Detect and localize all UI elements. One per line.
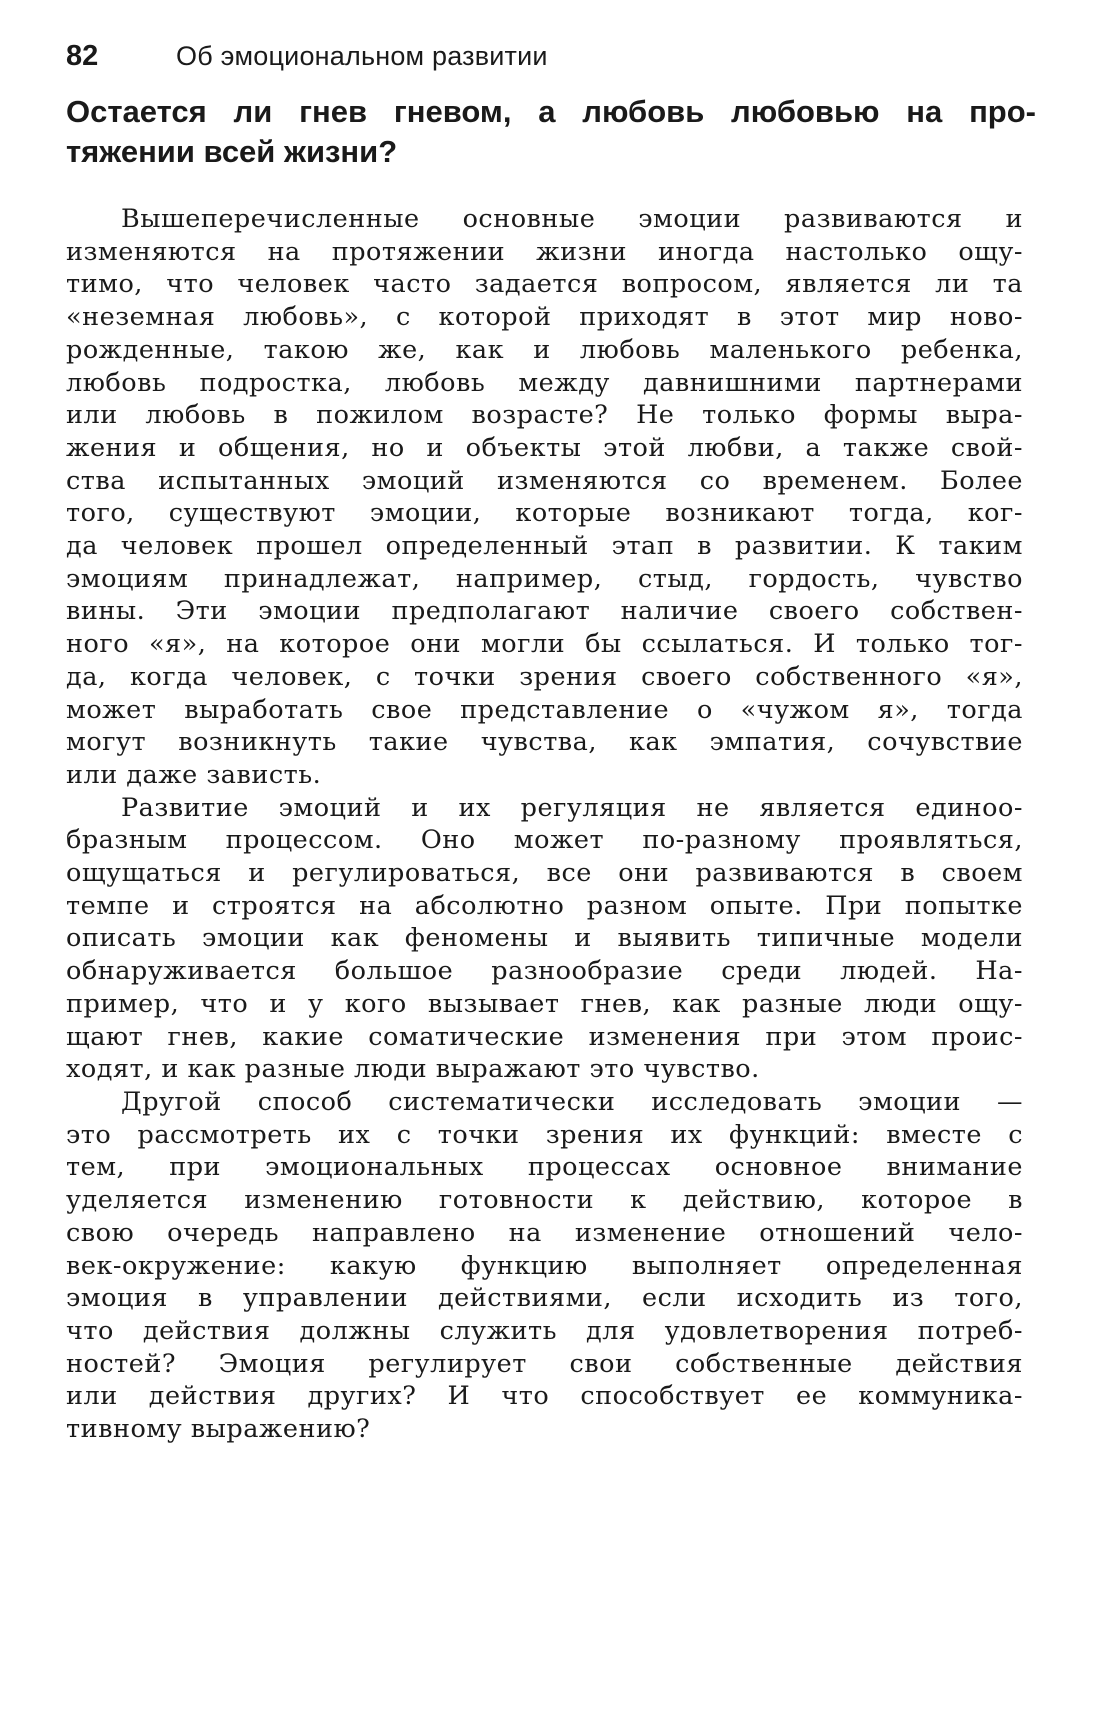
text-line: темпе и строятся на абсолютно разном опыте. При попытке bbox=[66, 890, 1023, 921]
heading-line: тяжении всей жизни? bbox=[66, 134, 398, 169]
text-line: или любовь в пожилом возрасте? Не только формы выра- bbox=[66, 400, 1023, 431]
text-line: век-окружение: какую функцию выполняет определенная bbox=[66, 1250, 1023, 1281]
text-line: свою очередь направлено на изменение отношений чело- bbox=[66, 1217, 1023, 1248]
text-line: может выработать свое представление о «чужом я», тогда bbox=[66, 694, 1023, 725]
text-line: да человек прошел определенный этап в развитии. К таким bbox=[66, 531, 1023, 562]
paragraph bbox=[66, 1086, 1023, 1446]
section-heading bbox=[66, 92, 1036, 172]
body-text bbox=[66, 203, 1023, 1446]
text-line: уделяется изменению готовности к действию, которое в bbox=[66, 1185, 1023, 1216]
text-line: или даже зависть. bbox=[66, 759, 322, 790]
text-line: описать эмоции как феномены и выявить типичные модели bbox=[66, 923, 1023, 954]
text-line: ощущаться и регулироваться, все они развиваются в своем bbox=[66, 858, 1023, 889]
text-line: да, когда человек, с точки зрения своего собственного «я», bbox=[66, 661, 1023, 692]
text-line: ства испытанных эмоций изменяются со временем. Более bbox=[66, 465, 1023, 496]
text-line: эмоциям принадлежат, например, стыд, гордость, чувство bbox=[66, 563, 1023, 594]
text-line: рожденные, такою же, как и любовь маленького ребенка, bbox=[66, 334, 1023, 365]
text-line: бразным процессом. Оно может по-разному проявляться, bbox=[66, 825, 1023, 856]
paragraph bbox=[66, 203, 1023, 792]
text-line: щают гнев, какие соматические изменения при этом проис- bbox=[66, 1021, 1023, 1052]
text-line: жения и общения, но и объекты этой любви, а также свой- bbox=[66, 432, 1023, 463]
text-line: пример, что и у кого вызывает гнев, как разные люди ощу- bbox=[66, 988, 1023, 1019]
text-line: эмоция в управлении действиями, если исходить из того, bbox=[66, 1283, 1023, 1314]
text-line: Развитие эмоций и их регуляция не является единоо- bbox=[121, 792, 1023, 823]
text-line: что действия должны служить для удовлетворения потреб- bbox=[66, 1315, 1023, 1346]
text-line: вины. Эти эмоции предполагают наличие своего собствен- bbox=[66, 596, 1023, 627]
text-line: или действия других? И что способствует ее коммуника- bbox=[66, 1381, 1023, 1412]
text-line: тем, при эмоциональных процессах основное внимание bbox=[66, 1152, 1023, 1183]
text-line: обнаруживается большое разнообразие среди людей. На- bbox=[66, 956, 1023, 987]
running-title: Об эмоциональном развитии bbox=[176, 41, 548, 71]
text-line: Другой способ систематически исследовать эмоции — bbox=[121, 1086, 1023, 1117]
text-line: любовь подростка, любовь между давнишними партнерами bbox=[66, 367, 1023, 398]
heading-line: Остается ли гнев гневом, а любовь любовью на про- bbox=[66, 94, 1036, 129]
text-line: ностей? Эмоция регулирует свои собственные действия bbox=[66, 1348, 1023, 1379]
text-line: Вышеперечисленные основные эмоции развиваются и bbox=[121, 204, 1023, 234]
text-line: изменяются на протяжении жизни иногда настолько ощу- bbox=[66, 236, 1023, 267]
text-line: тимо, что человек часто задается вопросом, является ли та bbox=[66, 269, 1023, 300]
text-line: ходят, и как разные люди выражают это чувство. bbox=[66, 1054, 760, 1085]
text-line: того, существуют эмоции, которые возникают тогда, ког- bbox=[66, 498, 1023, 529]
paragraph bbox=[66, 792, 1023, 1086]
running-head bbox=[66, 40, 548, 73]
text-line: «неземная любовь», с которой приходят в этот мир ново- bbox=[66, 302, 1023, 333]
text-line: ного «я», на которое они могли бы ссылаться. И только тог- bbox=[66, 629, 1023, 660]
text-line: могут возникнуть такие чувства, как эмпатия, сочувствие bbox=[66, 727, 1023, 758]
text-line: это рассмотреть их с точки зрения их функций: вместе с bbox=[66, 1119, 1023, 1150]
page-number: 82 bbox=[66, 40, 99, 72]
text-line: тивному выражению? bbox=[66, 1414, 371, 1445]
